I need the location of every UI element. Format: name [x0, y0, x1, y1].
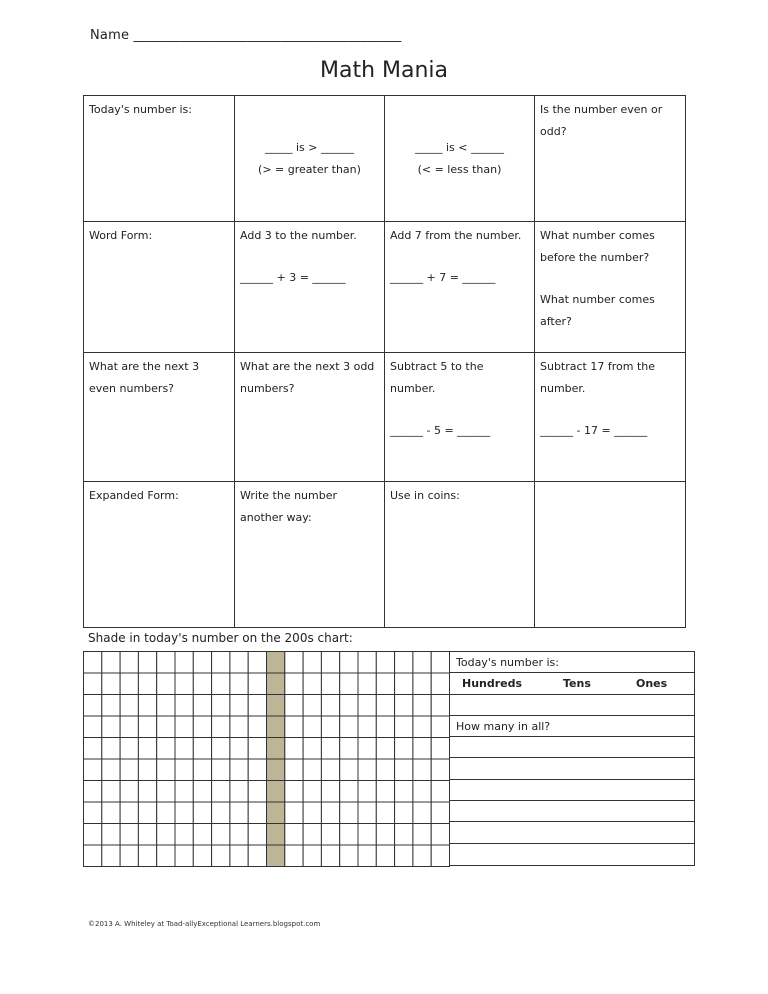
chart-cell[interactable]: [193, 845, 211, 867]
todays-number-cell[interactable]: [84, 96, 235, 222]
chart-cell[interactable]: [395, 738, 413, 760]
chart-cell[interactable]: [395, 824, 413, 846]
chart-cell[interactable]: [267, 759, 285, 781]
info-row-blank[interactable]: [450, 801, 694, 822]
chart-cell[interactable]: [431, 652, 449, 674]
chart-cell[interactable]: [175, 738, 193, 760]
coins-prompt: Use in coins:: [390, 489, 460, 502]
todays-number-label: Today's number is:: [89, 103, 192, 116]
chart-cell[interactable]: [230, 695, 248, 717]
chart-cell[interactable]: [157, 802, 175, 824]
chart-cell[interactable]: [358, 695, 376, 717]
info-row-blank[interactable]: [450, 737, 694, 758]
subtract-5-cell[interactable]: [385, 353, 535, 482]
page-title: Math Mania: [319, 58, 449, 83]
another-way-cell[interactable]: [235, 482, 385, 627]
info-row-blank[interactable]: [450, 758, 694, 779]
chart-cell[interactable]: [413, 781, 431, 803]
chart-cell[interactable]: [267, 695, 285, 717]
chart-cell[interactable]: [248, 716, 266, 738]
chart-cell[interactable]: [358, 845, 376, 867]
how-many-label: How many in all?: [456, 719, 551, 733]
chart-cell[interactable]: [267, 738, 285, 760]
chart-cell[interactable]: [285, 824, 303, 846]
even-odd-cell[interactable]: [535, 96, 685, 222]
chart-cell[interactable]: [321, 695, 339, 717]
chart-cell[interactable]: [267, 716, 285, 738]
chart-cell[interactable]: [395, 802, 413, 824]
chart-cell[interactable]: [376, 695, 394, 717]
chart-cell[interactable]: [321, 673, 339, 695]
chart-cell[interactable]: [102, 738, 120, 760]
chart-cell[interactable]: [84, 652, 102, 674]
chart-cell[interactable]: [157, 652, 175, 674]
chart-cell[interactable]: [102, 845, 120, 867]
next-even-cell[interactable]: [84, 353, 235, 482]
chart-cell[interactable]: [212, 652, 230, 674]
chart-cell[interactable]: [285, 845, 303, 867]
chart-cell[interactable]: [376, 824, 394, 846]
chart-cell[interactable]: [413, 716, 431, 738]
chart-cell[interactable]: [157, 695, 175, 717]
chart-cell[interactable]: [193, 802, 211, 824]
chart-cell[interactable]: [267, 781, 285, 803]
chart-cell[interactable]: [138, 759, 156, 781]
chart-cell[interactable]: [102, 695, 120, 717]
chart-cell[interactable]: [395, 673, 413, 695]
chart-cell[interactable]: [138, 781, 156, 803]
subtract-17-equation: ______ - 17 = ______: [540, 424, 648, 437]
chart-cell[interactable]: [157, 738, 175, 760]
chart-cell[interactable]: [431, 738, 449, 760]
chart-cell[interactable]: [431, 716, 449, 738]
chart-cell[interactable]: [212, 802, 230, 824]
worksheet-grid: [83, 95, 686, 628]
add-3-equation: ______ + 3 = ______: [240, 271, 346, 284]
chart-cell[interactable]: [248, 802, 266, 824]
chart-cell[interactable]: [175, 759, 193, 781]
chart-cell[interactable]: [120, 802, 138, 824]
chart-cell[interactable]: [120, 673, 138, 695]
chart-cell[interactable]: [102, 673, 120, 695]
chart-cell[interactable]: [340, 781, 358, 803]
chart-cell[interactable]: [138, 802, 156, 824]
chart-cell[interactable]: [431, 673, 449, 695]
another-way-prompt: Write the number another way:: [240, 489, 338, 524]
chart-cell[interactable]: [267, 824, 285, 846]
chart-cell[interactable]: [413, 738, 431, 760]
chart-cell[interactable]: [230, 652, 248, 674]
chart-cell[interactable]: [321, 738, 339, 760]
chart-cell[interactable]: [157, 673, 175, 695]
chart-cell[interactable]: [431, 781, 449, 803]
coins-cell[interactable]: [385, 482, 535, 627]
chart-cell[interactable]: [358, 738, 376, 760]
chart-cell[interactable]: [84, 824, 102, 846]
info-row-place-values[interactable]: [450, 695, 694, 716]
chart-cell[interactable]: [285, 695, 303, 717]
ones-label: Ones: [636, 677, 668, 691]
chart-cell[interactable]: [376, 673, 394, 695]
chart-cell[interactable]: [157, 759, 175, 781]
chart-cell[interactable]: [321, 824, 339, 846]
chart-cell[interactable]: [321, 781, 339, 803]
chart-cell[interactable]: [120, 652, 138, 674]
chart-cell[interactable]: [212, 738, 230, 760]
chart-cell[interactable]: [120, 695, 138, 717]
copyright-footer: ©2013 A. Whiteley at Toad-allyExceptional Learners.blogspot.com: [88, 920, 321, 928]
chart-cell[interactable]: [84, 738, 102, 760]
chart-cell[interactable]: [431, 824, 449, 846]
chart-cell[interactable]: [321, 652, 339, 674]
chart-cell[interactable]: [431, 802, 449, 824]
chart-cell[interactable]: [321, 759, 339, 781]
chart-cell[interactable]: [193, 716, 211, 738]
chart-cell[interactable]: [376, 759, 394, 781]
chart-cell[interactable]: [102, 802, 120, 824]
chart-cell[interactable]: [230, 759, 248, 781]
chart-cell[interactable]: [230, 716, 248, 738]
add-7-cell[interactable]: [385, 222, 535, 353]
info-row-how-many[interactable]: [450, 716, 694, 737]
chart-cell[interactable]: [395, 845, 413, 867]
chart-cell[interactable]: [120, 759, 138, 781]
chart-cell[interactable]: [395, 781, 413, 803]
chart-cell[interactable]: [248, 845, 266, 867]
chart-cell[interactable]: [138, 695, 156, 717]
chart-cell[interactable]: [84, 802, 102, 824]
word-form-cell[interactable]: [84, 222, 235, 353]
chart-cell[interactable]: [340, 716, 358, 738]
chart-cell[interactable]: [102, 759, 120, 781]
chart-cell[interactable]: [175, 695, 193, 717]
chart-cell[interactable]: [102, 824, 120, 846]
chart-cell[interactable]: [157, 845, 175, 867]
hundreds-chart[interactable]: [83, 651, 450, 867]
hundreds-chart-grid[interactable]: [83, 651, 450, 867]
chart-cell[interactable]: [193, 781, 211, 803]
number-info-box: [449, 651, 695, 866]
next-odd-cell[interactable]: [235, 353, 385, 482]
chart-cell[interactable]: [413, 824, 431, 846]
chart-cell[interactable]: [230, 824, 248, 846]
chart-cell[interactable]: [193, 824, 211, 846]
chart-cell[interactable]: [267, 802, 285, 824]
chart-cell[interactable]: [303, 652, 321, 674]
chart-cell[interactable]: [303, 673, 321, 695]
greater-than-note: (> = greater than): [258, 163, 361, 176]
chart-cell[interactable]: [138, 652, 156, 674]
info-todays-number-label: Today's number is:: [456, 656, 559, 669]
chart-cell[interactable]: [321, 716, 339, 738]
next-even-prompt: What are the next 3 even numbers?: [89, 360, 200, 395]
chart-cell[interactable]: [376, 716, 394, 738]
add-3-cell[interactable]: [235, 222, 385, 353]
chart-cell[interactable]: [340, 673, 358, 695]
chart-cell[interactable]: [303, 845, 321, 867]
chart-cell[interactable]: [285, 759, 303, 781]
chart-cell[interactable]: [120, 738, 138, 760]
chart-cell[interactable]: [285, 716, 303, 738]
chart-cell[interactable]: [157, 716, 175, 738]
chart-cell[interactable]: [175, 781, 193, 803]
chart-cell[interactable]: [230, 781, 248, 803]
expanded-form-label: Expanded Form:: [89, 489, 179, 502]
chart-cell[interactable]: [303, 802, 321, 824]
shade-instruction: Shade in today's number on the 200s chart:: [88, 631, 353, 645]
chart-cell[interactable]: [413, 695, 431, 717]
greater-than-equation: _____ is > ______: [265, 141, 354, 154]
chart-cell[interactable]: [193, 652, 211, 674]
chart-cell[interactable]: [138, 716, 156, 738]
chart-cell[interactable]: [340, 802, 358, 824]
chart-cell[interactable]: [230, 673, 248, 695]
chart-cell[interactable]: [248, 738, 266, 760]
chart-cell[interactable]: [285, 781, 303, 803]
chart-cell[interactable]: [395, 695, 413, 717]
chart-cell[interactable]: [248, 652, 266, 674]
chart-cell[interactable]: [358, 652, 376, 674]
chart-cell[interactable]: [175, 652, 193, 674]
chart-cell[interactable]: [376, 802, 394, 824]
before-after-cell[interactable]: [535, 222, 685, 353]
chart-cell[interactable]: [358, 716, 376, 738]
chart-cell[interactable]: [431, 759, 449, 781]
chart-cell[interactable]: [157, 781, 175, 803]
chart-cell[interactable]: [175, 673, 193, 695]
less-than-note: (< = less than): [417, 163, 502, 176]
add-3-prompt: Add 3 to the number.: [240, 229, 357, 242]
chart-cell[interactable]: [340, 652, 358, 674]
chart-cell[interactable]: [285, 738, 303, 760]
chart-cell[interactable]: [102, 781, 120, 803]
chart-cell[interactable]: [193, 673, 211, 695]
chart-cell[interactable]: [157, 824, 175, 846]
chart-cell[interactable]: [175, 716, 193, 738]
chart-cell[interactable]: [413, 802, 431, 824]
info-row-blank[interactable]: [450, 844, 694, 865]
info-row-blank[interactable]: [450, 822, 694, 843]
subtract-17-cell[interactable]: [535, 353, 685, 482]
chart-cell[interactable]: [84, 845, 102, 867]
chart-cell[interactable]: [84, 716, 102, 738]
chart-cell[interactable]: [248, 824, 266, 846]
chart-cell[interactable]: [413, 845, 431, 867]
expanded-form-cell[interactable]: [84, 482, 235, 627]
chart-cell[interactable]: [303, 716, 321, 738]
chart-cell[interactable]: [358, 759, 376, 781]
chart-cell[interactable]: [230, 845, 248, 867]
chart-cell[interactable]: [431, 845, 449, 867]
after-prompt: What number comes after?: [540, 293, 655, 328]
chart-cell[interactable]: [84, 695, 102, 717]
chart-cell[interactable]: [248, 781, 266, 803]
less-than-cell[interactable]: [385, 96, 535, 222]
chart-cell[interactable]: [248, 695, 266, 717]
chart-cell[interactable]: [358, 802, 376, 824]
chart-cell[interactable]: [340, 738, 358, 760]
chart-cell[interactable]: [303, 781, 321, 803]
chart-cell[interactable]: [358, 673, 376, 695]
chart-cell[interactable]: [193, 738, 211, 760]
add-7-prompt: Add 7 from the number.: [390, 229, 522, 242]
chart-cell[interactable]: [267, 652, 285, 674]
chart-cell[interactable]: [212, 695, 230, 717]
chart-cell[interactable]: [413, 652, 431, 674]
chart-cell[interactable]: [212, 824, 230, 846]
info-row-blank[interactable]: [450, 780, 694, 801]
chart-cell[interactable]: [84, 781, 102, 803]
chart-cell[interactable]: [138, 845, 156, 867]
tens-label: Tens: [563, 677, 591, 691]
chart-cell[interactable]: [102, 716, 120, 738]
chart-cell[interactable]: [413, 673, 431, 695]
chart-cell[interactable]: [285, 652, 303, 674]
chart-cell[interactable]: [303, 738, 321, 760]
chart-cell[interactable]: [120, 845, 138, 867]
chart-cell[interactable]: [193, 695, 211, 717]
chart-cell[interactable]: [175, 824, 193, 846]
chart-cell[interactable]: [138, 673, 156, 695]
chart-cell[interactable]: [395, 716, 413, 738]
chart-cell[interactable]: [376, 845, 394, 867]
chart-cell[interactable]: [248, 673, 266, 695]
chart-cell[interactable]: [285, 673, 303, 695]
chart-cell[interactable]: [340, 845, 358, 867]
chart-cell[interactable]: [358, 824, 376, 846]
chart-cell[interactable]: [267, 673, 285, 695]
chart-cell[interactable]: [212, 716, 230, 738]
greater-than-cell[interactable]: [235, 96, 385, 222]
chart-cell[interactable]: [321, 802, 339, 824]
chart-cell[interactable]: [212, 673, 230, 695]
chart-cell[interactable]: [138, 738, 156, 760]
next-odd-prompt: What are the next 3 odd numbers?: [240, 360, 375, 395]
chart-cell[interactable]: [395, 759, 413, 781]
chart-cell[interactable]: [138, 824, 156, 846]
chart-cell[interactable]: [358, 781, 376, 803]
chart-cell[interactable]: [193, 759, 211, 781]
chart-cell[interactable]: [120, 716, 138, 738]
chart-cell[interactable]: [376, 781, 394, 803]
chart-cell[interactable]: [84, 673, 102, 695]
subtract-17-prompt: Subtract 17 from the number.: [540, 360, 656, 395]
less-than-equation: _____ is < ______: [415, 141, 504, 154]
chart-cell[interactable]: [340, 695, 358, 717]
chart-cell[interactable]: [303, 695, 321, 717]
chart-cell[interactable]: [413, 759, 431, 781]
chart-cell[interactable]: [230, 738, 248, 760]
subtract-5-prompt: Subtract 5 to the number.: [390, 360, 484, 395]
chart-cell[interactable]: [267, 845, 285, 867]
chart-cell[interactable]: [212, 845, 230, 867]
chart-cell[interactable]: [285, 802, 303, 824]
chart-cell[interactable]: [102, 652, 120, 674]
word-form-label: Word Form:: [89, 229, 153, 242]
chart-cell[interactable]: [303, 759, 321, 781]
chart-cell[interactable]: [212, 759, 230, 781]
blank-cell[interactable]: [535, 482, 685, 627]
hundreds-label: Hundreds: [462, 677, 523, 691]
add-7-equation: ______ + 7 = ______: [390, 271, 496, 284]
chart-cell[interactable]: [84, 759, 102, 781]
chart-cell[interactable]: [248, 759, 266, 781]
chart-cell[interactable]: [376, 738, 394, 760]
chart-cell[interactable]: [175, 802, 193, 824]
name-field-line[interactable]: Name ________________________________________: [90, 28, 402, 43]
chart-cell[interactable]: [340, 824, 358, 846]
chart-cell[interactable]: [175, 845, 193, 867]
chart-cell[interactable]: [303, 824, 321, 846]
chart-cell[interactable]: [120, 781, 138, 803]
chart-cell[interactable]: [321, 845, 339, 867]
chart-cell[interactable]: [230, 802, 248, 824]
subtract-5-equation: ______ - 5 = ______: [390, 424, 491, 437]
chart-cell[interactable]: [212, 781, 230, 803]
even-odd-prompt: Is the number even or odd?: [540, 103, 663, 138]
before-prompt: What number comes before the number?: [540, 229, 655, 264]
place-value-header: [450, 673, 694, 694]
chart-cell[interactable]: [120, 824, 138, 846]
chart-cell[interactable]: [340, 759, 358, 781]
chart-cell[interactable]: [431, 695, 449, 717]
chart-cell[interactable]: [376, 652, 394, 674]
info-row-todays-number[interactable]: [450, 652, 694, 673]
chart-cell[interactable]: [395, 652, 413, 674]
